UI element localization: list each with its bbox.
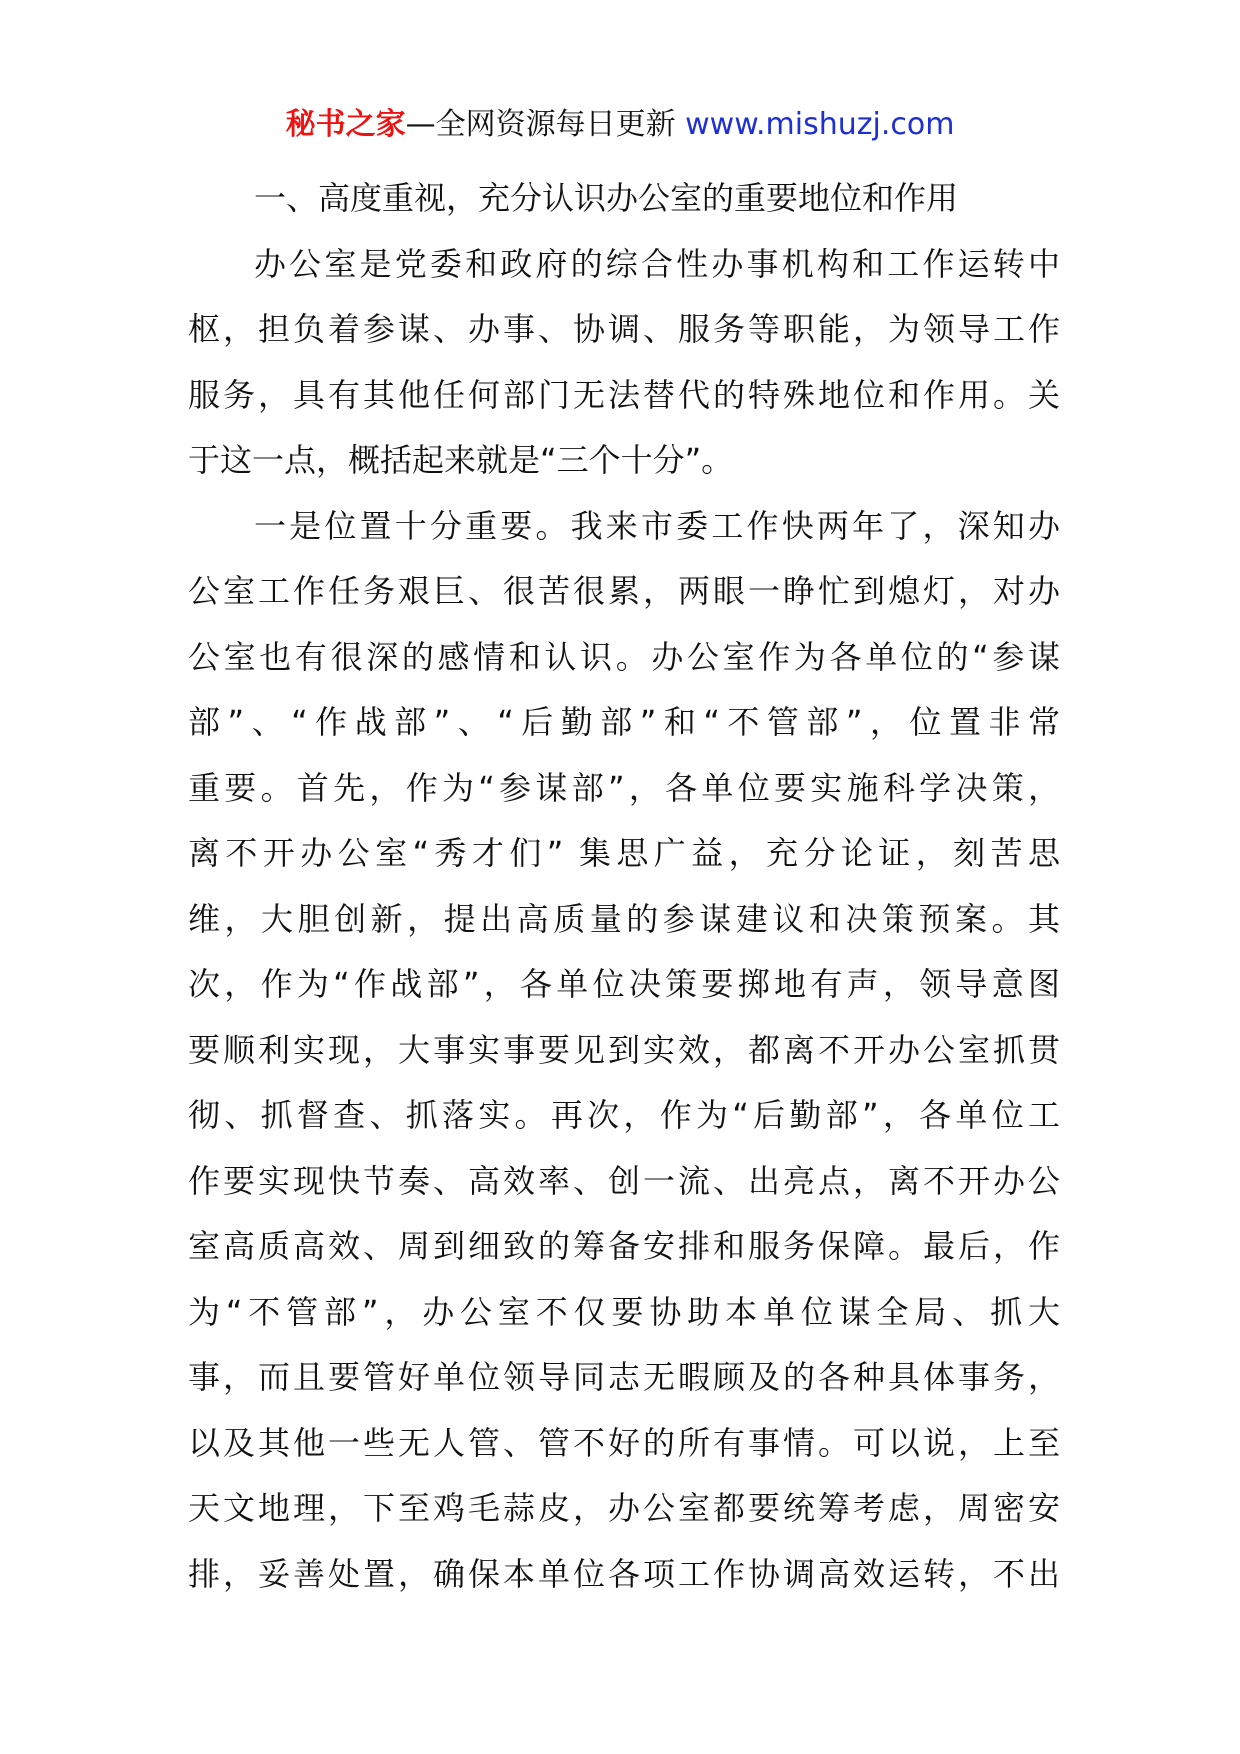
page-header bbox=[0, 102, 1240, 148]
paragraph-line: 为“不管部”，办公室不仅要协助本单位谋全局、抓大 bbox=[188, 1292, 1060, 1331]
paragraph-line: 部”、“作战部”、“后勤部”和“不管部”，位置非常 bbox=[188, 703, 1060, 741]
paragraph-line: 次，作为“作战部”，各单位决策要掷地有声，领导意图 bbox=[188, 965, 1060, 1003]
paragraph-line: 公室工作任务艰巨、很苦很累，两眼一睁忙到熄灯，对办 bbox=[188, 572, 1060, 610]
paragraph-line: 要顺利实现，大事实事要见到实效，都离不开办公室抓贯 bbox=[188, 1030, 1060, 1069]
paragraph-line: 办公室是党委和政府的综合性办事机构和工作运转中 bbox=[254, 244, 1060, 283]
paragraph-line: 作要实现快节奏、高效率、创一流、出亮点，离不开办公 bbox=[188, 1161, 1060, 1200]
paragraph-line: 一是位置十分重要。我来市委工作快两年了，深知办 bbox=[254, 506, 1060, 545]
header-tagline: —全网资源每日更新 bbox=[405, 107, 676, 142]
paragraph-line: 重要。首先，作为“参谋部”，各单位要实施科学决策， bbox=[188, 768, 1060, 807]
paragraph-line: 于这一点，概括起来就是“三个十分”。 bbox=[188, 441, 734, 479]
paragraph-line: 服务，具有其他任何部门无法替代的特殊地位和作用。关 bbox=[188, 375, 1060, 414]
paragraph-line: 室高质高效、周到细致的筹备安排和服务保障。最后，作 bbox=[188, 1227, 1060, 1265]
paragraph-line: 离不开办公室“秀才们” 集思广益，充分论证，刻苦思 bbox=[188, 834, 1060, 872]
paragraph-line: 维，大胆创新，提出高质量的参谋建议和决策预案。其 bbox=[188, 899, 1060, 938]
section-heading: 一、高度重视，充分认识办公室的重要地位和作用 bbox=[254, 179, 959, 217]
paragraph-line: 枢，担负着参谋、办事、协调、服务等职能，为领导工作 bbox=[188, 310, 1060, 348]
paragraph-line: 天文地理，下至鸡毛蒜皮，办公室都要统筹考虑，周密安 bbox=[188, 1489, 1060, 1527]
paragraph-line: 彻、抓督查、抓落实。再次，作为“后勤部”，各单位工 bbox=[188, 1096, 1060, 1134]
paragraph-line: 公室也有很深的感情和认识。办公室作为各单位的“参谋 bbox=[188, 637, 1060, 676]
brand-name: 秘书之家 bbox=[285, 107, 406, 142]
paragraph-line: 事，而且要管好单位领导同志无暇顾及的各种具体事务， bbox=[188, 1358, 1060, 1396]
paragraph-line: 以及其他一些无人管、管不好的所有事情。可以说，上至 bbox=[188, 1423, 1060, 1462]
document-body bbox=[188, 166, 1060, 1607]
site-url-link[interactable]: www.mishuzj.com bbox=[685, 107, 955, 142]
paragraph-line: 排，妥善处置，确保本单位各项工作协调高效运转，不出 bbox=[188, 1554, 1060, 1593]
